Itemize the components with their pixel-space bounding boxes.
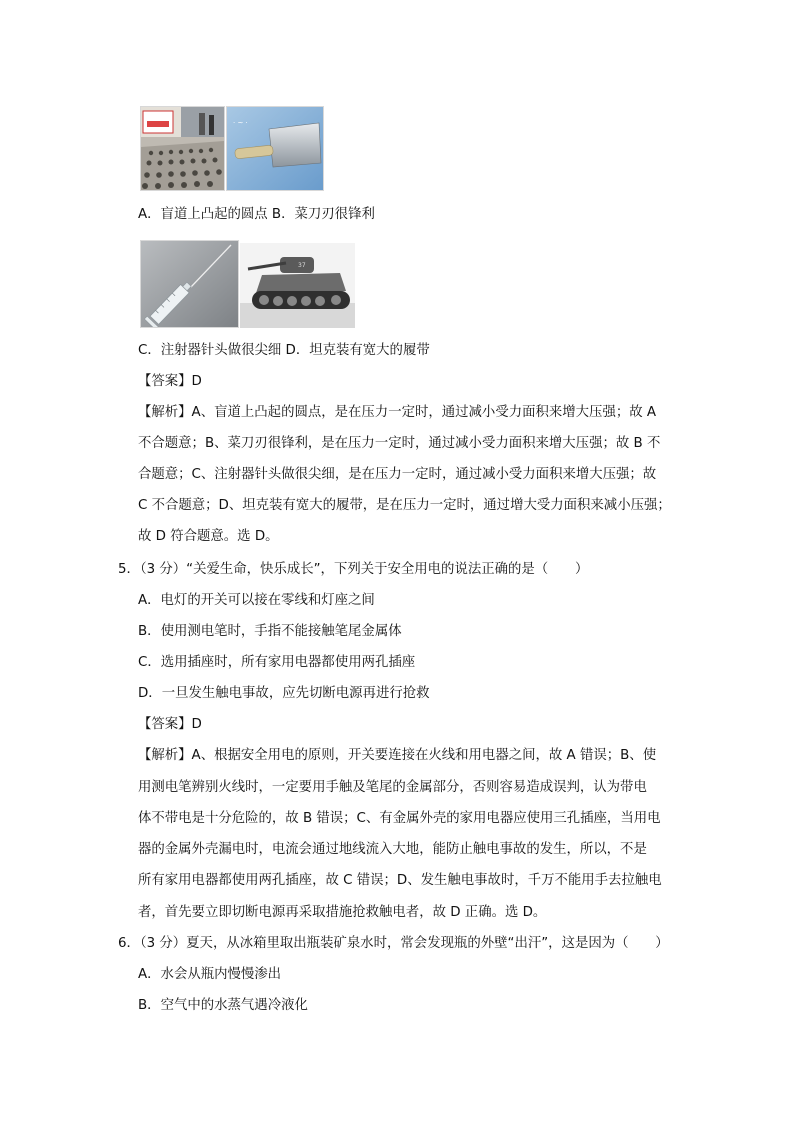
tank-photo bbox=[240, 243, 355, 328]
q5-option: D．一旦发生触电事故，应先切断电源再进行抢救 bbox=[138, 686, 430, 701]
q5-analysis-line: 体不带电是十分危险的，故 B 错误；C、有金属外壳的家用电器应使用三孔插座，当用电 bbox=[138, 811, 661, 826]
q5-answer: 【答案】D bbox=[138, 717, 202, 732]
q5-analysis-line: 【解析】A、根据安全用电的原则，开关要连接在火线和用电器之间，故 A 错误；B、使 bbox=[138, 748, 657, 763]
blind-path-photo bbox=[140, 106, 225, 191]
q5-stem: 5．（3 分）“关爱生命，快乐成长”，下列关于安全用电的说法正确的是（ ） bbox=[118, 562, 589, 577]
svg-text:37: 37 bbox=[298, 262, 306, 269]
q5-analysis-line: 者，首先要立即切断电源再采取措施抢救触电者，故 D 正确。选 D。 bbox=[138, 905, 547, 920]
q4-answer: 【答案】D bbox=[138, 374, 202, 389]
q5-option: C．选用插座时，所有家用电器都使用两孔插座 bbox=[138, 655, 416, 670]
svg-text:· ~ ·: · ~ · bbox=[233, 119, 248, 127]
q4-analysis-line: C 不合题意；D、坦克装有宽大的履带，是在压力一定时，通过增大受力面积来减小压强； bbox=[138, 498, 671, 513]
q4-analysis-line: 【解析】A、盲道上凸起的圆点，是在压力一定时，通过减小受力面积来增大压强；故 A bbox=[138, 405, 657, 420]
cleaver-photo bbox=[226, 106, 324, 191]
q4-option-cd: C．注射器针头做很尖细 D．坦克装有宽大的履带 bbox=[138, 343, 430, 358]
q5-option: B．使用测电笔时，手指不能接触笔尾金属体 bbox=[138, 624, 402, 639]
q6-stem: 6．（3 分）夏天，从冰箱里取出瓶装矿泉水时，常会发现瓶的外壁“出汗”，这是因为（ ） bbox=[118, 936, 669, 951]
q5-option: A．电灯的开关可以接在零线和灯座之间 bbox=[138, 593, 375, 608]
q4-analysis-line: 不合题意；B、菜刀刃很锋利，是在压力一定时，通过减小受力面积来增大压强；故 B 不 bbox=[138, 436, 661, 451]
q4-analysis-line: 合题意；C、注射器针头做很尖细，是在压力一定时，通过减小受力面积来增大压强；故 bbox=[138, 467, 657, 482]
q6-option: B．空气中的水蒸气遇冷液化 bbox=[138, 998, 308, 1013]
q4-option-ab: A．盲道上凸起的圆点 B．菜刀刃很锋利 bbox=[138, 207, 375, 222]
q5-analysis-line: 用测电笔辨别火线时，一定要用手触及笔尾的金属部分，否则容易造成误判，认为带电 bbox=[138, 780, 647, 795]
q6-option: A．水会从瓶内慢慢渗出 bbox=[138, 967, 282, 982]
q5-analysis-line: 器的金属外壳漏电时，电流会通过地线流入大地，能防止触电事故的发生，所以，不是 bbox=[138, 842, 647, 857]
q5-analysis-line: 所有家用电器都使用两孔插座，故 C 错误；D、发生触电事故时，千万不能用手去拉触电 bbox=[138, 873, 662, 888]
q4-analysis-line: 故 D 符合题意。选 D。 bbox=[138, 529, 279, 544]
syringe-photo bbox=[140, 240, 239, 328]
